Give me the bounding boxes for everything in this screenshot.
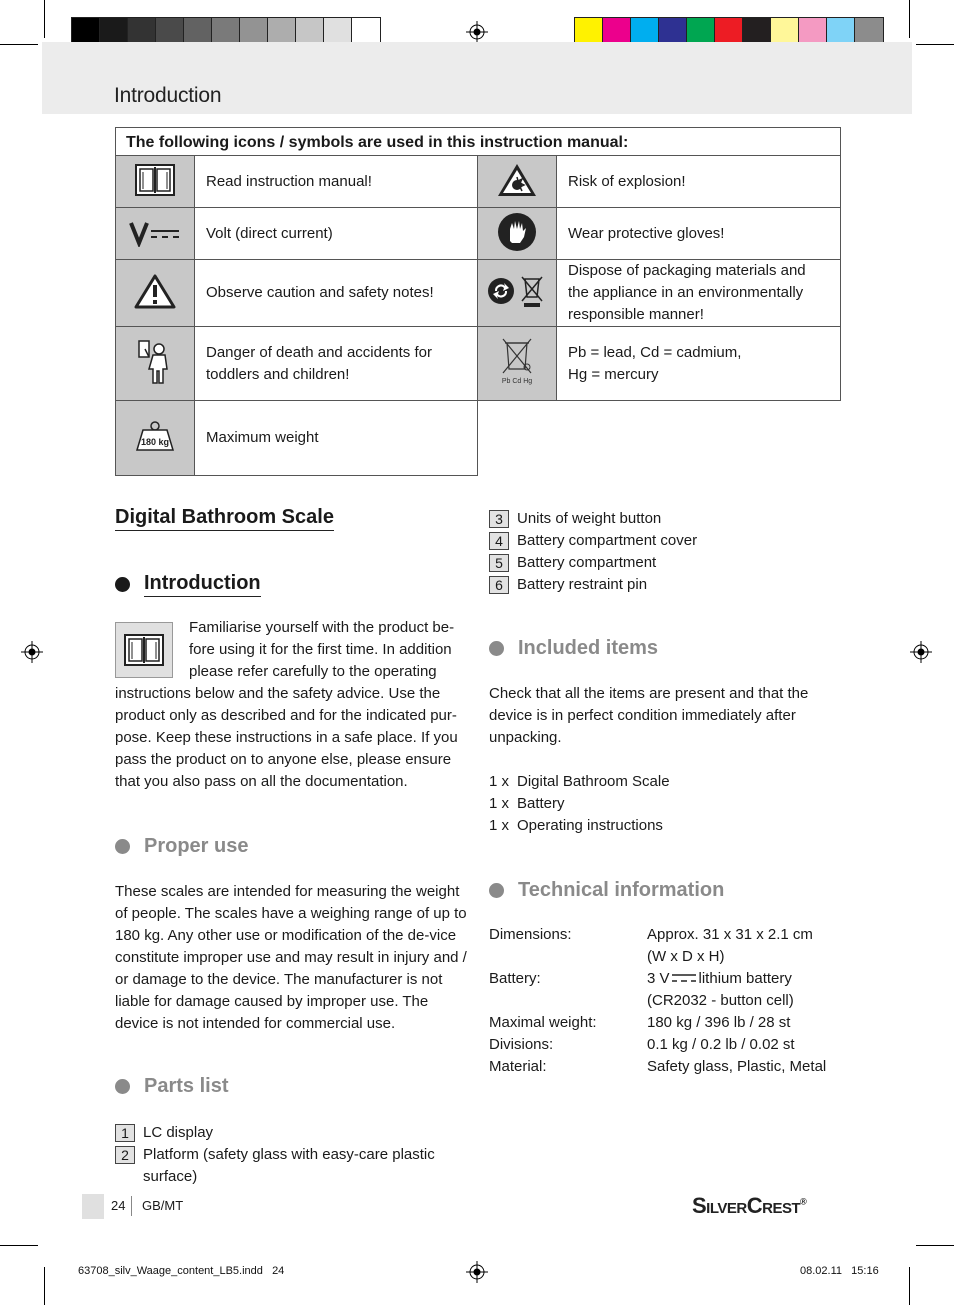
symbol-text: Dispose of packaging materials and the appliance in an environmentally responsible manner! xyxy=(557,260,841,327)
intro-heading xyxy=(115,572,261,597)
registration-mark-icon xyxy=(466,21,488,43)
tech-row xyxy=(489,1012,847,1034)
tech-value: 0.1 kg / 0.2 lb / 0.02 st xyxy=(647,1036,795,1053)
parts-list xyxy=(115,1122,455,1188)
date-slug: 08.02.11 15:16 xyxy=(800,1265,879,1277)
intro-line: please refer carefully to the operating xyxy=(189,663,437,680)
part-number: 4 xyxy=(489,532,509,550)
tech-row xyxy=(489,1056,847,1078)
page-number: 24 xyxy=(111,1198,126,1213)
tech-value: (CR2032 - button cell) xyxy=(647,992,794,1009)
registration-mark-icon xyxy=(21,641,43,663)
item-qty: 1 x xyxy=(489,773,510,790)
battery-voltage: 3 V xyxy=(647,970,670,987)
list-item xyxy=(115,1122,455,1144)
book-icon xyxy=(123,633,165,667)
proper-use-text: These scales are intended for measuring the weight of people. The scales have a weighing range of up to 180 kg. Any other use or modification of the de-vice constitute improper use and may result in injury and / or damage to the device. The manufacturer is not liable for damage caused by improper use. The device is not intended for commercial use. xyxy=(115,883,467,1032)
parts-list-heading-label: Parts list xyxy=(144,1075,229,1097)
intro-text: instructions below and the safety advice. Use the product only as described and for the indicated pur-pose. Keep these instructions in a safe place. If you pass the product on to anyone else, please ensure that you also pass on all the documentation. xyxy=(115,685,458,790)
crop-mark xyxy=(0,1245,38,1246)
battery-disposal-icon-cell xyxy=(478,327,557,401)
symbol-text-line: Pb = lead, Cd = cadmium, xyxy=(568,343,742,361)
footer-divider xyxy=(131,1196,132,1216)
battery-disposal-icon xyxy=(495,337,539,387)
page-title: Introduction xyxy=(114,84,222,107)
weight-icon-cell xyxy=(116,401,195,476)
book-icon-cell xyxy=(116,156,195,208)
symbol-text: Risk of explosion! xyxy=(557,156,841,208)
brand-registered-mark: ® xyxy=(800,1196,807,1207)
crop-mark xyxy=(909,0,910,38)
intro-line: Familiarise yourself with the product be- xyxy=(189,619,455,636)
tech-value xyxy=(647,968,847,990)
part-label: Battery restraint pin xyxy=(517,576,648,593)
brand-name: SilverCrest xyxy=(692,1193,801,1218)
included-items-list xyxy=(489,771,829,837)
item-qty: 1 x xyxy=(489,817,510,834)
recycle-icon-cell xyxy=(478,260,557,327)
tech-key: Material: xyxy=(489,1058,547,1075)
language-code: GB/MT xyxy=(142,1198,184,1213)
caution-icon-cell xyxy=(116,260,195,327)
part-label: LC display xyxy=(143,1124,214,1141)
volt-dc-icon xyxy=(671,973,697,983)
symbols-table xyxy=(115,127,841,476)
tech-key: Maximal weight: xyxy=(489,1014,597,1031)
book-icon-box xyxy=(115,622,173,678)
part-label: Units of weight button xyxy=(517,510,662,527)
part-number: 3 xyxy=(489,510,509,528)
included-items-heading xyxy=(489,637,658,660)
part-number: 2 xyxy=(115,1146,135,1164)
registration-mark-icon xyxy=(910,641,932,663)
symbol-text: Observe caution and safety notes! xyxy=(195,260,478,327)
intro-line: fore using it for the first time. In addition xyxy=(189,641,452,658)
bullet-dot xyxy=(115,839,130,854)
tech-value: (W x D x H) xyxy=(647,948,725,965)
proper-use-heading xyxy=(115,835,248,858)
bullet-dot xyxy=(115,577,130,592)
list-item xyxy=(489,574,829,596)
symbol-text: Read instruction manual! xyxy=(195,156,478,208)
list-item xyxy=(489,530,829,552)
crop-mark xyxy=(44,1267,45,1305)
part-label: Battery compartment cover xyxy=(517,532,698,549)
proper-use-heading-label: Proper use xyxy=(144,835,249,857)
list-item xyxy=(489,793,829,815)
crop-mark xyxy=(916,1245,954,1246)
symbols-table-heading: The following icons / symbols are used in this instruction manual: xyxy=(116,128,841,156)
list-item xyxy=(489,508,829,530)
crop-mark xyxy=(916,44,954,45)
intro-text-first xyxy=(189,617,464,683)
volt-icon-cell xyxy=(116,208,195,260)
volt-dc-icon xyxy=(127,217,183,247)
tech-row xyxy=(489,990,847,1012)
symbol-text xyxy=(557,327,841,401)
crop-mark xyxy=(909,1267,910,1305)
technical-info-table xyxy=(489,924,847,1078)
item-label: Battery xyxy=(517,795,565,812)
child-danger-icon-cell xyxy=(116,327,195,401)
weight-icon xyxy=(135,420,175,452)
bullet-dot xyxy=(115,1079,130,1094)
caution-triangle-icon xyxy=(134,273,176,309)
included-items-text: Check that all the items are present and that the device is in perfect condition immediately after unpacking. xyxy=(489,685,809,746)
battery-icon-label: Pb Cd Hg xyxy=(501,377,533,385)
tech-row xyxy=(489,946,847,968)
intro-heading-label: Introduction xyxy=(144,572,261,597)
list-item xyxy=(489,771,829,793)
item-label: Operating instructions xyxy=(517,817,663,834)
crop-mark xyxy=(44,0,45,38)
tech-key: Battery: xyxy=(489,970,541,987)
child-danger-icon xyxy=(135,339,175,385)
list-item xyxy=(489,815,829,837)
tech-row xyxy=(489,968,847,990)
weight-icon-label: 180 kg xyxy=(140,437,170,447)
part-number: 1 xyxy=(115,1124,135,1142)
symbol-text: Volt (direct current) xyxy=(195,208,478,260)
footer-marker xyxy=(82,1194,104,1219)
crop-mark xyxy=(0,44,38,45)
brand-logo xyxy=(692,1193,806,1219)
part-number: 5 xyxy=(489,554,509,572)
gloves-icon xyxy=(496,211,538,253)
list-item xyxy=(489,552,829,574)
symbol-text: Maximum weight xyxy=(195,401,478,476)
included-items-heading-label: Included items xyxy=(518,637,659,659)
technical-info-heading xyxy=(489,879,724,902)
book-icon xyxy=(134,163,176,197)
list-item xyxy=(115,1144,455,1188)
parts-list-heading xyxy=(115,1075,228,1098)
registration-mark-icon xyxy=(466,1261,488,1283)
section-title: Digital Bathroom Scale xyxy=(115,506,334,531)
gloves-icon-cell xyxy=(478,208,557,260)
file-slug: 63708_silv_Waage_content_LB5.indd 24 xyxy=(78,1265,285,1277)
item-label: Digital Bathroom Scale xyxy=(517,773,670,790)
bullet-dot xyxy=(489,641,504,656)
tech-row xyxy=(489,1034,847,1056)
technical-info-heading-label: Technical information xyxy=(518,879,725,901)
part-label: Platform (safety glass with easy-care plastic surface) xyxy=(143,1146,435,1185)
tech-key: Dimensions: xyxy=(489,926,572,943)
tech-value: 180 kg / 396 lb / 28 st xyxy=(647,1014,791,1031)
part-number: 6 xyxy=(489,576,509,594)
symbol-text: Wear protective gloves! xyxy=(557,208,841,260)
part-label: Battery compartment xyxy=(517,554,657,571)
tech-key: Divisions: xyxy=(489,1036,554,1053)
battery-type: lithium battery xyxy=(698,970,792,987)
explosion-icon-cell xyxy=(478,156,557,208)
symbol-text-line: Hg = mercury xyxy=(568,365,659,383)
tech-row xyxy=(489,924,847,946)
explosion-warning-icon xyxy=(496,162,538,198)
recycle-dispose-icon xyxy=(487,273,547,309)
item-qty: 1 x xyxy=(489,795,510,812)
parts-list-continued xyxy=(489,508,829,596)
tech-value: Safety glass, Plastic, Metal xyxy=(647,1058,827,1075)
bullet-dot xyxy=(489,883,504,898)
tech-value: Approx. 31 x 31 x 2.1 cm xyxy=(647,926,813,943)
symbol-text: Danger of death and accidents for toddlers and children! xyxy=(195,327,478,401)
